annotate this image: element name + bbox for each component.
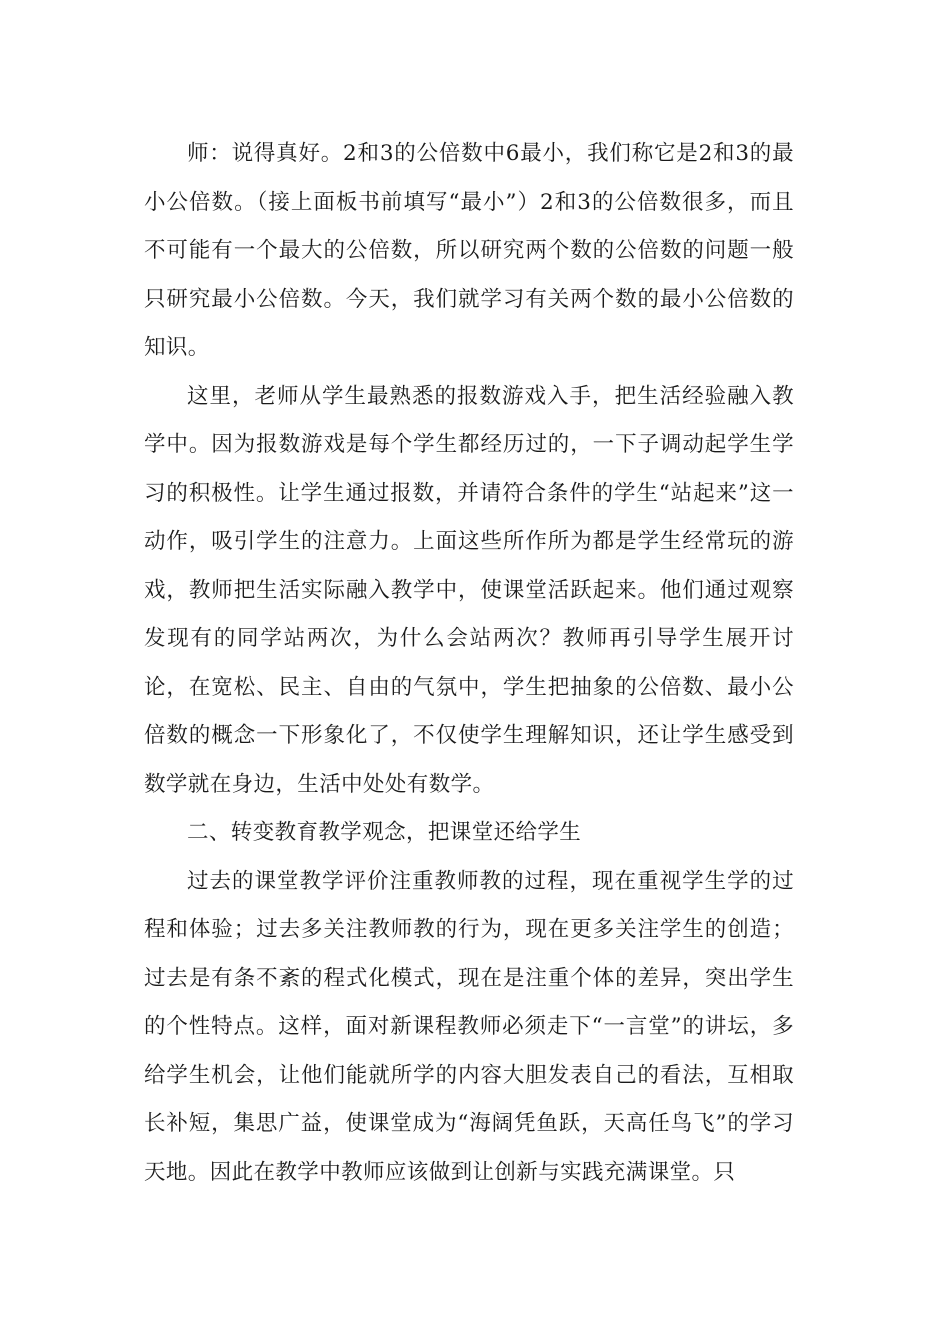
paragraph-counting-game: 这里，老师从学生最熟悉的报数游戏入手，把生活经验融入教学中。因为报数游戏是每个学生都经历过的，一下子调动起学生学习的积极性。让学生通过报数，并请符合条件的学生“站起来”这一动作，吸引学生的注意力。上面这些所作所为都是学生经常玩的游戏，教师把生活实际融入教学中，使课堂活跃起来。他们通过观察发现有的同学站两次，为什么会站两次？教师再引导学生展开讨论，在宽松、民主、自由的气氛中，学生把抽象的公倍数、最小公倍数的概念一下形象化了，不仅使学生理解知识，还让学生感受到数学就在身边，生活中处处有数学。 (144, 383, 794, 797)
document-body (144, 130, 794, 1197)
paragraph-classroom-change: 过去的课堂教学评价注重教师教的过程，现在重视学生学的过程和体验；过去多关注教师教的行为，现在更多关注学生的创造；过去是有条不紊的程式化模式，现在是注重个体的差异，突出学生的个性特点。这样，面对新课程教师必须走下“一言堂”的讲坛，多给学生机会，让他们能就所学的内容大胆发表自己的看法，互相取长补短，集思广益，使课堂成为“海阔凭鱼跃，天高任鸟飞”的学习天地。因此在教学中教师应该做到让创新与实践充满课堂。只 (144, 868, 794, 1185)
section-heading: 二、转变教育教学观念，把课堂还给学生 (187, 820, 582, 845)
paragraph-teacher-dialogue: 师：说得真好。2和3的公倍数中6最小，我们称它是2和3的最小公倍数。（接上面板书前填写“最小”）2和3的公倍数很多，而且不可能有一个最大的公倍数，所以研究两个数的公倍数的问题一般只研究最小公倍数。今天，我们就学习有关两个数的最小公倍数的知识。 (144, 141, 794, 360)
